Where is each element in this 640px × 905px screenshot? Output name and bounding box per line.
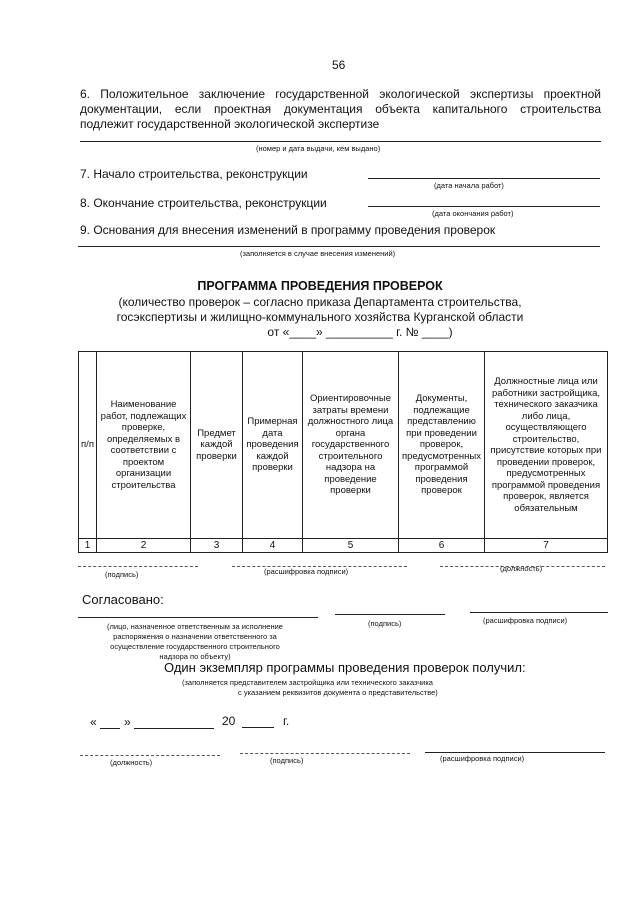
item-6-caption: (номер и дата выдачи, кем выдано) [256,144,381,153]
item-8-label: 8. Окончание строительства, реконструкции [80,196,327,210]
header-documents: Документы, подлежащие представлению при проведении проверок, предусмотренных программой проведения проверок [399,352,485,539]
column-number: 6 [399,539,485,553]
program-subtitle-3: от «____» __________ г. № ____) [267,325,453,339]
column-number: 5 [303,539,399,553]
item-6-text [80,87,601,132]
header-number: п/п [79,352,97,539]
program-table [78,351,608,553]
agreed-decode-line [470,612,608,613]
item-6-line-3: подлежит государственной экологической экспертизе [80,117,380,131]
item-6-line-2: документации, если проектная документация объекта капитального строительства [80,102,601,116]
column-number: 3 [191,539,243,553]
agreed-person-caption-line: распоряжения о назначении ответственного за [113,632,277,641]
sign-caption-2: (подпись) [270,756,304,765]
received-label: Один экземпляр программы проведения проверок получил: [164,660,526,675]
header-works: Наименование работ, подлежащих проверке, определяемых в соответствии с проектом организации строительства [97,352,191,539]
agreed-person-caption-line: надзора по объекту) [159,652,231,661]
column-number: 2 [97,539,191,553]
agreed-sign-caption: (подпись) [368,619,402,628]
agreed-person-caption [80,622,310,662]
item-8-underline [368,206,600,207]
header-time: Ориентировочные затраты времени должностного лица органа государственного строительного надзора на проведение проверки [303,352,399,539]
agreed-person-line [78,617,318,618]
date-day-line [100,728,120,729]
item-6-underline [80,141,601,142]
item-6-line-1: 6. Положительное заключение государственной экологической экспертизы проектной [80,87,601,101]
table-number-row [79,539,608,553]
date-close-quote: » [124,715,131,729]
agreed-person-caption-line: (лицо, назначенное ответственным за исполнение [107,622,283,631]
position-line-2 [80,755,220,756]
header-persons: Должностные лица или работники застройщика, технического заказчика либо лица, осуществляющего строительство, присутствие которых при проведении проверок, предусмотренных программой проведения проверок, является обязательным [485,352,608,539]
item-7-underline [368,178,600,179]
sign-line-2 [240,753,410,754]
position-caption-2: (должность) [110,758,153,767]
item-9-caption: (заполняется в случае внесения изменений) [240,249,396,258]
received-note-1: (заполняется представителем застройщика или технического заказчика [182,678,433,687]
program-subtitle-1: (количество проверок – согласно приказа Департамента строительства, [118,295,522,309]
agreed-label: Согласовано: [82,592,164,607]
date-month-line [134,728,214,729]
sign-line-1 [78,566,198,567]
sign-caption-1: (подпись) [105,570,139,579]
date-open-quote: « [90,715,97,729]
date-year: 20 [222,714,236,728]
header-date: Примерная дата проведения каждой проверки [243,352,303,539]
date-year-line [242,727,274,728]
position-caption-1: (должность) [500,564,543,573]
item-7-caption: (дата начала работ) [434,181,504,190]
column-number: 4 [243,539,303,553]
column-number: 7 [485,539,608,553]
header-subject: Предмет каждой проверки [191,352,243,539]
agreed-decode-caption: (расшифровка подписи) [483,616,568,625]
page-number: 56 [332,58,346,72]
item-8-caption: (дата окончания работ) [432,209,514,218]
column-number: 1 [79,539,97,553]
item-7-label: 7. Начало строительства, реконструкции [80,167,308,181]
item-9-underline [78,246,600,247]
decode-caption-2: (расшифровка подписи) [440,754,525,763]
agreed-person-caption-line: осуществление государственного строительного [110,642,280,651]
table-header-row [79,352,608,539]
agreed-sign-line [335,614,445,615]
date-year-suffix: г. [283,714,290,728]
decode-line-2 [425,752,605,753]
item-9-label: 9. Основания для внесения изменений в программу проведения проверок [80,223,496,237]
received-note-2: с указанием реквизитов документа о представительстве) [238,688,438,697]
decode-caption-1: (расшифровка подписи) [264,567,349,576]
program-subtitle-2: госэкспертизы и жилищно-коммунального хозяйства Курганской области [116,310,524,324]
program-title: ПРОГРАММА ПРОВЕДЕНИЯ ПРОВЕРОК [197,279,443,293]
